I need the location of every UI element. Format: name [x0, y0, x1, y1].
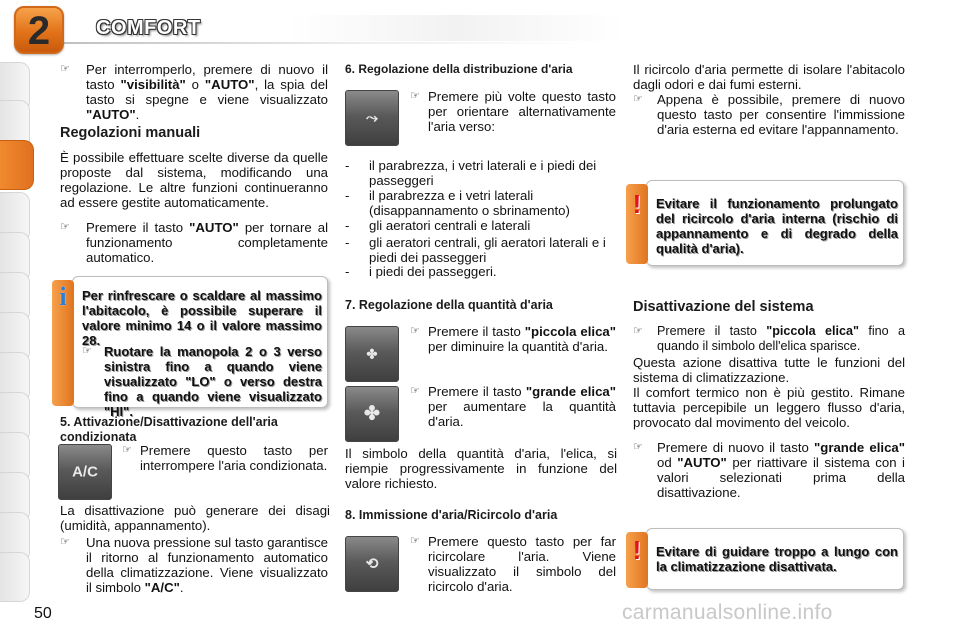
recirculation-heading: 8. Immissione d'aria/Ricircolo d'aria: [345, 508, 558, 522]
distribution-item: - gli aeratori centrali e laterali: [345, 218, 531, 233]
pointing-hand-icon: ☞: [60, 536, 70, 548]
pointing-hand-icon: ☞: [410, 90, 420, 102]
distribution-item: - i piedi dei passeggeri.: [345, 264, 497, 279]
intro-bullet: ☞ Per interromperlo, premere di nuovo il tasto "visibilità" o "AUTO", la spia del tasto si spegne e viene visualizzato "AUTO".: [60, 62, 328, 122]
deactivation-paragraph: Questa azione disattiva tutte le funzioni del sistema di climatizzazione.: [633, 355, 905, 385]
small-fan-bullet: ☞ Premere il tasto "piccola elica" per diminuire la quantità d'aria.: [410, 324, 616, 354]
warning-box-text-2: Evitare di guidare troppo a lungo con la climatizzazione disattivata.: [656, 544, 898, 574]
deactivation-bullet: ☞ Premere il tasto "piccola elica" fino a quando il simbolo dell'elica sparisce.: [633, 324, 906, 353]
deactivation-paragraph-2: Il comfort termico non è più gestito. Rimane tuttavia percepibile un leggero flusso d'aria, provocato dal movimento del veicolo.: [633, 385, 905, 430]
watermark: carmanualsonline.info: [622, 601, 833, 624]
chapter-number: 2: [27, 9, 51, 53]
ac-heading: 5. Attivazione/Disattivazione dell'aria condizionata: [60, 415, 278, 444]
ac-button-image: [58, 444, 112, 500]
distribution-item: - il parabrezza e i vetri laterali (disappannamento o sbrinamento): [345, 188, 570, 218]
pointing-hand-icon: ☞: [60, 221, 70, 233]
side-tab-active[interactable]: [0, 140, 34, 190]
manual-paragraph: È possibile effettuare scelte diverse da quelle proposte dal sistema, modificando una regolazione. Le altre funzioni continueranno ad essere gestite automaticamente.: [60, 150, 328, 210]
manual-heading: Regolazioni manuali: [60, 125, 201, 141]
pointing-hand-icon: ☞: [410, 325, 420, 337]
warning-icon: !: [632, 535, 642, 565]
recirculation-button-image: [345, 536, 399, 592]
ac-button-label: A/C: [72, 463, 98, 481]
info-box-bullet: ☞ Ruotare la manopola 2 o 3 verso sinistra fino a quando viene visualizzato "LO" o verso destra fino a quando viene visualizzato "HI".: [82, 344, 322, 419]
recirculation-paragraph: Il ricircolo d'aria permette di isolare l'abitacolo dagli odori e dai fumi esterni.: [633, 62, 905, 92]
side-tab-13[interactable]: [0, 552, 30, 602]
manual-bullet: ☞ Premere il tasto "AUTO" per tornare al funzionamento completamente automatico.: [60, 220, 328, 265]
warning-box-text: Evitare il funzionamento prolungato del ricircolo d'aria interna (rischio di appannamento e di degrado della qualità d'aria).: [656, 196, 898, 256]
warning-icon: !: [632, 189, 642, 219]
pointing-hand-icon: ☞: [633, 441, 643, 453]
distribution-item: - il parabrezza, i vetri laterali e i piedi dei passeggeri: [345, 158, 597, 188]
quantity-paragraph: Il simbolo della quantità d'aria, l'elica, si riempie progressivamente in funzione del valore richiesto.: [345, 446, 617, 491]
pointing-hand-icon: ☞: [410, 535, 420, 547]
pointing-hand-icon: ☞: [122, 444, 132, 456]
distribution-item: - gli aeratori centrali, gli aeratori laterali e i piedi dei passeggeri: [345, 235, 606, 265]
distribution-button-image: [345, 90, 399, 146]
pointing-hand-icon: ☞: [633, 325, 643, 337]
page-title: COMFORT: [96, 17, 201, 39]
ac-bullet-2: ☞ Una nuova pressione sul tasto garantisce il ritorno al funzionamento automatico della climatizzazione. Viene visualizzato il simbolo "A/C".: [60, 535, 328, 595]
small-fan-button-image: [345, 326, 399, 382]
ac-paragraph: La disattivazione può generare dei disagi (umidità, appannamento).: [60, 503, 330, 533]
chapter-badge: [14, 6, 64, 54]
pointing-hand-icon: ☞: [633, 93, 643, 105]
distribution-heading: 6. Regolazione della distribuzione d'aria: [345, 62, 573, 76]
pointing-hand-icon: ☞: [410, 385, 420, 397]
deactivation-bullet-2: ☞ Premere di nuovo il tasto "grande elica" od "AUTO" per riattivare il sistema con i valori selezionati prima della disattivazione.: [633, 440, 905, 500]
large-fan-button-image: [345, 386, 399, 442]
header-divider: [30, 42, 590, 44]
distribution-bullet: ☞ Premere più volte questo tasto per orientare alternativamente l'aria verso:: [410, 89, 616, 134]
air-distribution-icon: ⤳: [365, 109, 378, 127]
pointing-hand-icon: ☞: [60, 63, 70, 75]
quantity-heading: 7. Regolazione della quantità d'aria: [345, 298, 553, 312]
info-icon: i: [59, 282, 67, 311]
info-box-text: Per rinfrescare o scaldare al massimo l'abitacolo, è possibile superare il valore minimo 14 o il valore massimo 28.: [82, 288, 322, 348]
recirculation-bullet-2: ☞ Appena è possibile, premere di nuovo questo tasto per consentire l'immissione d'aria esterna ed evitare l'appannamento.: [633, 92, 905, 137]
page-number: 50: [34, 605, 52, 622]
fan-icon: ✤: [364, 403, 380, 425]
deactivation-heading: Disattivazione del sistema: [633, 299, 814, 315]
recirculation-bullet: ☞ Premere questo tasto per far ricircolare l'aria. Viene visualizzato il simbolo del ricircolo d'aria.: [410, 534, 616, 594]
fan-icon: ✤: [366, 346, 378, 362]
ac-bullet: ☞ Premere questo tasto per interrompere l'aria condizionata.: [122, 443, 328, 473]
large-fan-bullet: ☞ Premere il tasto "grande elica" per aumentare la quantità d'aria.: [410, 384, 617, 429]
recirculation-icon: ⟲: [365, 555, 379, 573]
pointing-hand-icon: ☞: [82, 345, 92, 357]
